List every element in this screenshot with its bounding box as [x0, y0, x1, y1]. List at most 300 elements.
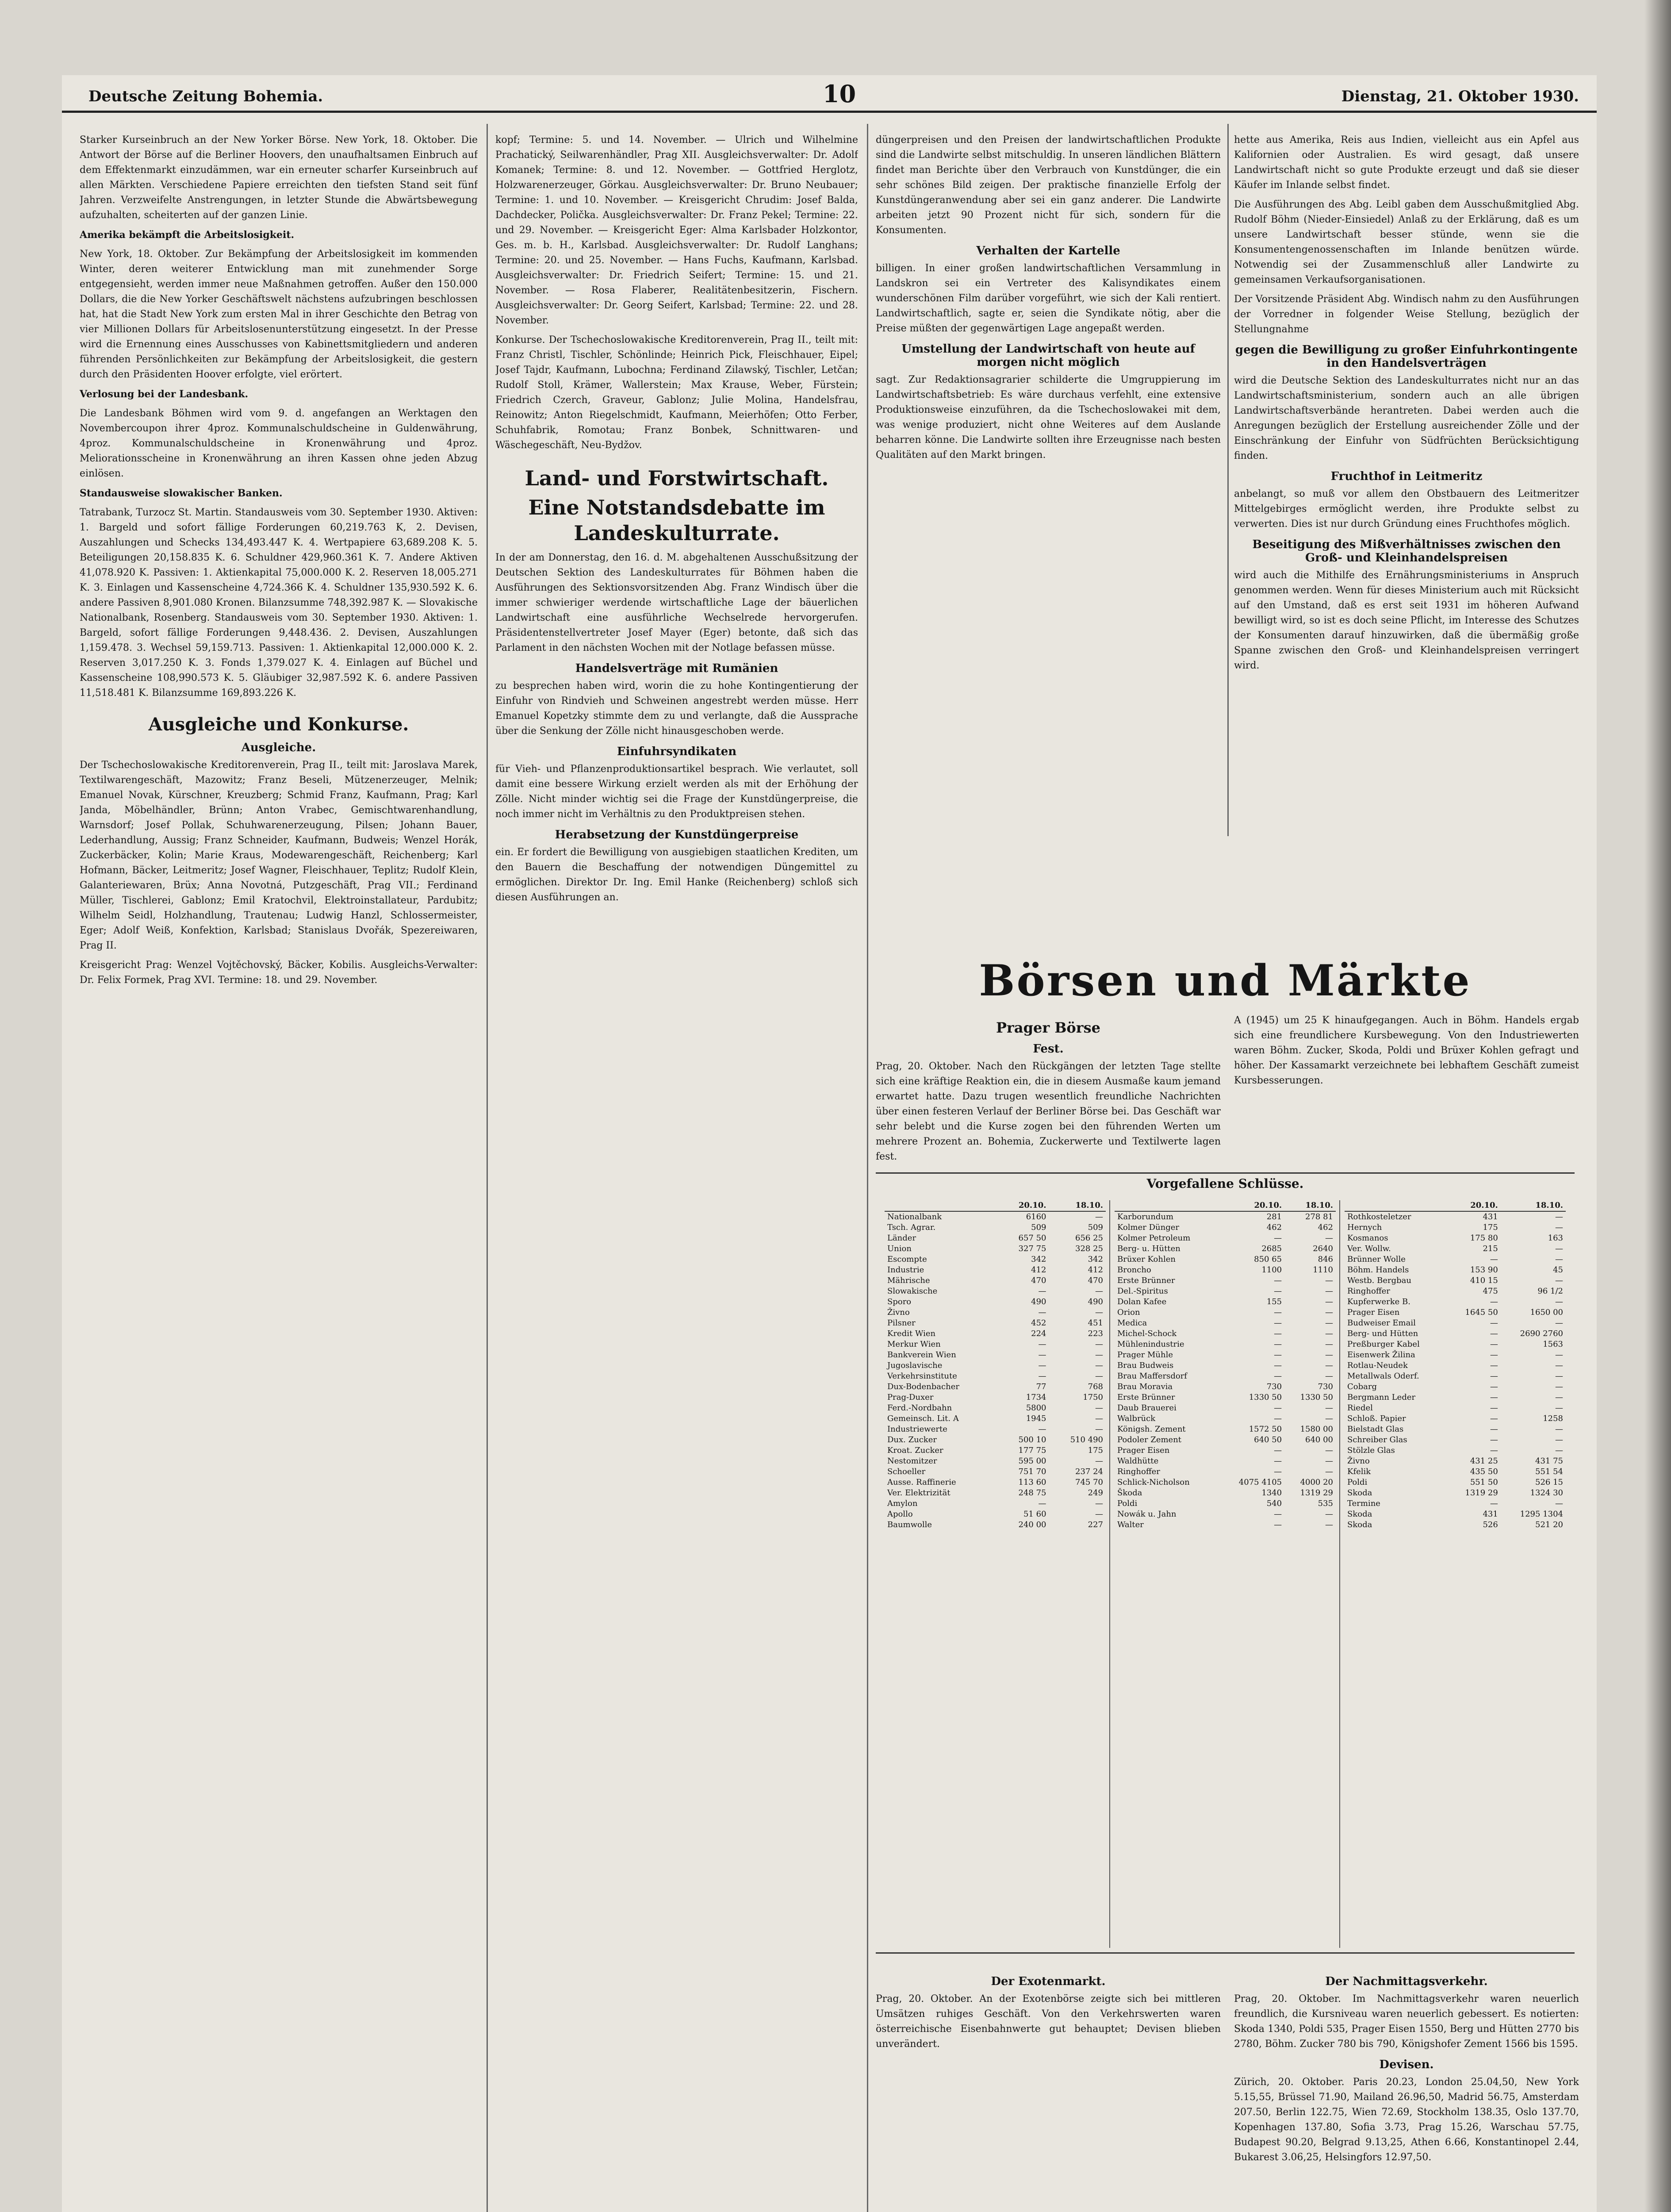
- security-name: Broncho: [1117, 1265, 1151, 1275]
- quote-row: [1345, 1403, 1566, 1413]
- quote-value: —: [1555, 1371, 1563, 1381]
- security-name: Berg- und Hütten: [1347, 1329, 1418, 1338]
- quote-row: [1345, 1329, 1566, 1339]
- section-title-agriculture: Land- und Forstwirtschaft.: [525, 466, 829, 490]
- quote-value: 540: [1266, 1499, 1282, 1508]
- quote-value: 412: [1031, 1265, 1046, 1275]
- quote-value: —: [1325, 1520, 1333, 1529]
- quote-row: [1345, 1520, 1566, 1530]
- quote-row: [1115, 1520, 1336, 1530]
- quote-row: [1345, 1222, 1566, 1233]
- quote-value: —: [1325, 1456, 1333, 1466]
- quote-value: —: [1325, 1414, 1333, 1423]
- quote-value: —: [1038, 1499, 1046, 1508]
- quote-value: —: [1555, 1393, 1563, 1402]
- quote-row: [885, 1520, 1106, 1530]
- quote-value: —: [1274, 1371, 1282, 1381]
- security-name: Skoda: [1347, 1520, 1372, 1529]
- security-name: Nowák u. Jahn: [1117, 1509, 1177, 1519]
- article-bankruptcies: Konkurse. Der Tschechoslowakische Kreditorenverein, Prag II., teilt mit: Franz Christl, Tischler, Schönlinde; Heinrich Pick, Fleischhauer, Eipel; Josef Tajdr, Kaufmann, Lubochna; Ferdinand Zilawský, Tischler, Letčan; Rudolf Stoll, Krämer, Wallerstein; Max Krause, Weber, Fürstein; Friedrich Czerch, Graveur, Gablonz; Julie Molina, Handelsfrau, Reinowitz; Anton Riegelschmidt, Kaufmann, Meierhöfen; Otto Ferber, Schuhfabrik, Romotau; Franz Bonbek, Schnittwaren- und Wäschegeschäft, Neu-Bydžov.: [495, 334, 858, 451]
- security-name: Westb. Bergbau: [1347, 1276, 1411, 1285]
- quote-value: 640 00: [1305, 1435, 1333, 1444]
- quote-value: —: [1274, 1467, 1282, 1476]
- quote-row: [1345, 1318, 1566, 1329]
- quote-row: [1115, 1403, 1336, 1413]
- security-name: Slowakische: [887, 1286, 938, 1296]
- quote-row: [1345, 1254, 1566, 1265]
- subhead-firm: Fest.: [1033, 1042, 1064, 1056]
- security-name: Kupferwerke B.: [1347, 1297, 1410, 1306]
- quote-value: 431 75: [1535, 1456, 1563, 1466]
- quote-value: 1258: [1543, 1414, 1563, 1423]
- security-name: Walter: [1117, 1520, 1144, 1529]
- table-divider: [1339, 1200, 1340, 1948]
- security-name: Erste Brünner: [1117, 1276, 1175, 1285]
- quote-value: —: [1555, 1297, 1563, 1306]
- quote-value: —: [1038, 1361, 1046, 1370]
- quote-value: —: [1095, 1425, 1103, 1434]
- quote-row: [1345, 1435, 1566, 1445]
- quote-row: [1345, 1244, 1566, 1254]
- column-rule: [1227, 124, 1229, 836]
- article-afternoon: Prag, 20. Oktober. Im Nachmittagsverkehr waren neuerlich freundlich, die Kursniveau waren neuerlich gebessert. Es notierten: Skoda 1340, Poldi 535, Prager Eisen 1550, Berg und Hütten 2770 bis 2780, Böhm. Zucker 780 bis 790, Königshofer Zement 1566 bis 1595.: [1234, 1993, 1579, 2050]
- quote-value: —: [1325, 1329, 1333, 1338]
- security-name: Stölzle Glas: [1347, 1446, 1395, 1455]
- security-name: Böhm. Handels: [1347, 1265, 1409, 1275]
- quote-value: —: [1325, 1340, 1333, 1349]
- subhead-prague-exchange: Prager Börse: [996, 1019, 1100, 1036]
- quote-value: 521 20: [1535, 1520, 1563, 1529]
- quote-row: [1345, 1498, 1566, 1509]
- quote-value: 462: [1266, 1223, 1282, 1232]
- quote-value: 1330 50: [1300, 1393, 1333, 1402]
- quote-row: [1115, 1318, 1336, 1329]
- quote-row: [1345, 1424, 1566, 1435]
- column-1: [80, 133, 478, 2212]
- quote-value: 410 15: [1470, 1276, 1498, 1285]
- column-3: [876, 133, 1221, 836]
- security-name: Brünner Wolle: [1347, 1255, 1406, 1264]
- quote-row: [1115, 1339, 1336, 1350]
- subsection-settlements: Ausgleiche.: [241, 741, 316, 754]
- quote-row: [885, 1509, 1106, 1520]
- quote-value: 470: [1088, 1276, 1103, 1285]
- quote-row: [1115, 1329, 1336, 1339]
- quotes-table-c: [1345, 1200, 1566, 1530]
- date-header: 20.10.: [1220, 1200, 1285, 1211]
- security-name: Länder: [887, 1233, 916, 1243]
- article-windisch: Der Vorsitzende Präsident Abg. Windisch nahm zu den Ausführungen der Vorredner in folgender Weise Stellung, bezüglich der Stellungnahme: [1234, 294, 1579, 335]
- quote-row: [1345, 1456, 1566, 1467]
- quote-row: [1345, 1371, 1566, 1382]
- quote-row: [1345, 1382, 1566, 1392]
- quote-value: —: [1555, 1499, 1563, 1508]
- quote-value: —: [1095, 1456, 1103, 1466]
- quote-value: —: [1038, 1340, 1046, 1349]
- quote-value: 490: [1031, 1297, 1046, 1306]
- prague-exchange-intro: [876, 1013, 1221, 1164]
- quote-value: 223: [1088, 1329, 1103, 1338]
- masthead-title: Deutsche Zeitung Bohemia.: [88, 88, 323, 105]
- quote-row: [885, 1424, 1106, 1435]
- quote-value: —: [1038, 1350, 1046, 1359]
- quote-row: [885, 1498, 1106, 1509]
- quote-value: 113 60: [1018, 1478, 1046, 1487]
- security-name: Mühlenindustrie: [1117, 1340, 1184, 1349]
- quote-row: [885, 1477, 1106, 1488]
- security-name: Ver. Elektrizität: [887, 1488, 950, 1498]
- security-name: Ver. Wollw.: [1347, 1244, 1391, 1253]
- quote-value: 1324 30: [1530, 1488, 1563, 1498]
- date-header: 20.10.: [1000, 1200, 1049, 1211]
- quote-value: 1563: [1543, 1340, 1563, 1349]
- quote-value: 509: [1031, 1223, 1046, 1232]
- subhead-import-syndicates: Einfuhrsyndikaten: [617, 745, 737, 758]
- quote-value: 1580 00: [1300, 1425, 1333, 1434]
- security-name: Del.-Spiritus: [1117, 1286, 1168, 1296]
- quote-value: —: [1490, 1297, 1498, 1306]
- security-name: Walbrück: [1117, 1414, 1156, 1423]
- quote-value: —: [1490, 1414, 1498, 1423]
- security-name: Industrie: [887, 1265, 924, 1275]
- quote-value: 850 65: [1254, 1255, 1282, 1264]
- security-name: Termine: [1347, 1499, 1380, 1508]
- quote-row: [1345, 1286, 1566, 1297]
- column-4: [1234, 133, 1579, 836]
- quote-value: —: [1038, 1425, 1046, 1434]
- quote-row: [885, 1413, 1106, 1424]
- security-name: Gemeinsch. Lit. A: [887, 1414, 959, 1423]
- quote-value: 249: [1088, 1488, 1103, 1498]
- quote-value: —: [1095, 1509, 1103, 1519]
- security-name: Jugoslavische: [887, 1361, 943, 1370]
- security-name: Bielstadt Glas: [1347, 1425, 1404, 1434]
- quote-value: —: [1555, 1223, 1563, 1232]
- quote-row: [1115, 1392, 1336, 1403]
- security-name: Kredit Wien: [887, 1329, 936, 1338]
- security-name: Ferd.-Nordbahn: [887, 1403, 952, 1413]
- quote-value: 656 25: [1075, 1233, 1103, 1243]
- subhead-currencies: Devisen.: [1379, 2058, 1434, 2071]
- article-exotic-market: Prag, 20. Oktober. An der Exotenbörse zeigte sich bei mittleren Umsätzen ruhiges Geschäft. Von den Verkehrswerten waren österreichische Eisenbahnwerte gut behauptet; Devisen blieben unverändert.: [876, 1993, 1221, 2050]
- security-name: Schlick-Nicholson: [1117, 1478, 1190, 1487]
- quote-value: 1110: [1313, 1265, 1333, 1275]
- quote-value: —: [1274, 1509, 1282, 1519]
- quote-value: —: [1038, 1286, 1046, 1296]
- quote-row: [885, 1403, 1106, 1413]
- quote-value: 431: [1483, 1509, 1498, 1519]
- column-2: [495, 133, 858, 2212]
- quote-row: [1345, 1488, 1566, 1498]
- quote-value: —: [1555, 1425, 1563, 1434]
- quote-row: [885, 1265, 1106, 1275]
- quote-row: [885, 1286, 1106, 1297]
- quote-value: —: [1095, 1499, 1103, 1508]
- security-name: Rothkosteletzer: [1347, 1212, 1411, 1221]
- quote-value: 227: [1088, 1520, 1103, 1529]
- quote-value: —: [1325, 1361, 1333, 1370]
- quote-row: [1345, 1233, 1566, 1244]
- quote-row: [1115, 1509, 1336, 1520]
- security-name: Michel-Schock: [1117, 1329, 1177, 1338]
- quote-value: —: [1274, 1403, 1282, 1413]
- quote-row: [1345, 1413, 1566, 1424]
- quote-value: 175: [1483, 1223, 1498, 1232]
- quote-value: —: [1325, 1371, 1333, 1381]
- security-name: Schoeller: [887, 1467, 926, 1476]
- quote-row: [1345, 1467, 1566, 1477]
- quote-value: 1319 29: [1465, 1488, 1498, 1498]
- quote-row: [1345, 1275, 1566, 1286]
- quote-row: [1115, 1488, 1336, 1498]
- headline-emergency-debate: Eine Notstandsdebatte im Landeskulturrate.: [528, 495, 825, 545]
- quote-value: —: [1555, 1403, 1563, 1413]
- quote-value: —: [1274, 1456, 1282, 1466]
- quote-value: 281: [1266, 1212, 1282, 1221]
- security-name: Schloß. Papier: [1347, 1414, 1406, 1423]
- subhead-fruit-hall: Fruchthof in Leitmeritz: [1330, 470, 1483, 483]
- quote-value: 163: [1548, 1233, 1563, 1243]
- quote-value: —: [1490, 1350, 1498, 1359]
- quote-value: —: [1555, 1350, 1563, 1359]
- security-name: Medica: [1117, 1318, 1147, 1328]
- quote-value: 452: [1031, 1318, 1046, 1328]
- quote-value: 595 00: [1018, 1456, 1046, 1466]
- quote-row: [885, 1371, 1106, 1382]
- quote-value: —: [1325, 1467, 1333, 1476]
- article-fertilizer-prices: ein. Er fordert die Bewilligung von ausgiebigen staatlichen Krediten, um den Bauern die Beschaffung der notwendigen Düngemittel zu ermöglichen. Direktor Dr. Ing. Emil Hanke (Reichenberg) schloß sich diesen Ausführungen an.: [495, 847, 858, 903]
- date-header: 18.10.: [1049, 1200, 1106, 1211]
- quote-row: [885, 1456, 1106, 1467]
- security-name: Kolmer Dünger: [1117, 1223, 1180, 1232]
- quote-value: 768: [1088, 1382, 1103, 1391]
- security-name: Merkur Wien: [887, 1340, 941, 1349]
- quote-row: [1115, 1350, 1336, 1360]
- quote-value: —: [1325, 1308, 1333, 1317]
- quote-value: 175: [1088, 1446, 1103, 1455]
- quote-row: [1115, 1297, 1336, 1307]
- quote-value: —: [1325, 1509, 1333, 1519]
- quote-value: —: [1274, 1329, 1282, 1338]
- quote-row: [885, 1275, 1106, 1286]
- quote-value: 1319 29: [1300, 1488, 1333, 1498]
- article-trade-treaties: zu besprechen haben wird, worin die zu hohe Kontingentierung der Einfuhr von Rindvieh und Schweinen angestrebt werden müsse. Herr Emanuel Kopetzky stimmte dem zu und verlangte, daß die Aussprache über die Senkung der Zölle nicht hinausgeschoben werde.: [495, 680, 858, 737]
- quote-value: 1645 50: [1465, 1308, 1498, 1317]
- quote-value: —: [1490, 1435, 1498, 1444]
- quote-value: —: [1274, 1340, 1282, 1349]
- quote-row: [885, 1297, 1106, 1307]
- quote-value: —: [1325, 1297, 1333, 1306]
- quote-row: [1115, 1233, 1336, 1244]
- subhead-trade-treaties: Handelsverträge mit Rumänien: [575, 662, 778, 675]
- quote-value: 51 60: [1023, 1509, 1046, 1519]
- article-landesbank: Die Landesbank Böhmen wird vom 9. d. angefangen an Werktagen den Novembercoupon ihrer 4proz. Kommunalschuldscheine in Guldenwährung, 4proz. Kommunalschuldscheine in Kronenwährung und 4proz. Meliorationsscheine in Kronenwährung an ihren Kassen ohne jeden Abzug einlösen.: [80, 408, 478, 479]
- quote-value: —: [1274, 1414, 1282, 1423]
- quote-value: —: [1490, 1371, 1498, 1381]
- security-name: Ringhoffer: [1347, 1286, 1390, 1296]
- quote-value: 526: [1483, 1520, 1498, 1529]
- quote-row: [885, 1222, 1106, 1233]
- quote-value: —: [1038, 1371, 1046, 1381]
- page-number: 10: [823, 80, 856, 108]
- quote-value: 412: [1088, 1265, 1103, 1275]
- quote-row: [1345, 1392, 1566, 1403]
- security-name: Cobarg: [1347, 1382, 1377, 1391]
- quote-value: 1572 50: [1249, 1425, 1282, 1434]
- quote-value: 224: [1031, 1329, 1046, 1338]
- quote-value: 751 70: [1018, 1467, 1046, 1476]
- quote-value: —: [1325, 1233, 1333, 1243]
- quote-value: 431: [1483, 1212, 1498, 1221]
- security-name: Brau Budweis: [1117, 1361, 1174, 1370]
- quote-value: 4075 4105: [1238, 1478, 1282, 1487]
- quote-row: [885, 1329, 1106, 1339]
- subhead-cartels: Verhalten der Kartelle: [976, 244, 1120, 257]
- security-name: Živno: [1347, 1456, 1370, 1466]
- quote-value: —: [1274, 1308, 1282, 1317]
- column-rule: [867, 124, 868, 2212]
- quote-value: 657 50: [1018, 1233, 1046, 1243]
- article-price-gap: wird auch die Mithilfe des Ernährungsministeriums in Anspruch genommen werden. Wenn für dieses Ministerium auch mit Rücksicht auf den Umstand, daß es erst seit 1931 im höheren Aufwand bewilligt wird, so ist es doch seine Pflicht, im Interesse des Schutzes der Konsumenten darauf hinzuwirken, daß die übermäßig große Spanne zwischen den Groß- und Kleinhandelspreisen verringert wird.: [1234, 570, 1579, 671]
- quote-value: —: [1325, 1350, 1333, 1359]
- article-boehm: Die Ausführungen des Abg. Leibl gaben dem Ausschußmitglied Abg. Rudolf Böhm (Nieder-Einsiedel) Anlaß zu der Erklärung, daß es um unsere Landwirtschaft besser stünde, wenn sie die Konsumentengenossenschaften im Inlande benützen würde. Notwendig sei der Zusammenschluß aller Landwirte zu gemeinsamen Verkaufsorganisationen.: [1234, 199, 1579, 285]
- quote-value: 490: [1088, 1297, 1103, 1306]
- table-divider: [1109, 1200, 1110, 1948]
- section-title-markets: Börsen und Märkte: [979, 956, 1472, 1006]
- security-name: Škoda: [1117, 1488, 1142, 1498]
- quote-value: 551 50: [1470, 1478, 1498, 1487]
- quote-row: [1115, 1382, 1336, 1392]
- quote-row: [1345, 1307, 1566, 1318]
- quote-row: [1345, 1445, 1566, 1456]
- quote-value: —: [1490, 1403, 1498, 1413]
- quote-value: 535: [1318, 1499, 1333, 1508]
- quote-value: 248 75: [1018, 1488, 1046, 1498]
- quote-value: 278 81: [1305, 1212, 1333, 1221]
- quote-row: [885, 1318, 1106, 1329]
- security-name: Ringhoffer: [1117, 1467, 1160, 1476]
- article-debate: In der am Donnerstag, den 16. d. M. abgehaltenen Ausschußsitzung der Deutschen Sektion des Landeskulturrates für Böhmen haben die Ausführungen des Sektionsvorsitzenden Abg. Franz Windisch über die immer schwieriger werdende wirtschaftliche Lage der bäuerlichen Landwirtschaft eine ausführliche Wechselrede hervorgerufen. Präsidentenstellvertreter Josef Mayer (Eger) betonte, daß sich das Parlament in den nächsten Wochen mit der Notlage befassen müsse.: [495, 552, 858, 653]
- quote-value: 177 75: [1018, 1446, 1046, 1455]
- quote-value: —: [1274, 1286, 1282, 1296]
- security-name: Pilsner: [887, 1318, 916, 1328]
- quote-value: —: [1490, 1255, 1498, 1264]
- security-name: Prager Eisen: [1347, 1308, 1400, 1317]
- quote-row: [1115, 1371, 1336, 1382]
- quote-row: [885, 1488, 1106, 1498]
- quotes-table-a: [885, 1200, 1106, 1530]
- security-name: Kosmanos: [1347, 1233, 1388, 1243]
- newspaper-page: [62, 75, 1597, 2212]
- article-contingents: wird die Deutsche Sektion des Landeskulturrates nicht nur an das Landwirtschaftsministerium, sondern auch an alle übrigen Landwirtschaftsverbände herantreten. Dabei werden auch die Anregungen bezüglich der Erstellung ausreichender Zölle und der Einschränkung der Einfuhr von Südfrüchten Berücksichtigung finden.: [1234, 375, 1579, 461]
- quote-row: [885, 1211, 1106, 1222]
- security-name: Sporo: [887, 1297, 912, 1306]
- quote-value: —: [1325, 1286, 1333, 1296]
- quote-row: [1115, 1413, 1336, 1424]
- quote-row: [885, 1254, 1106, 1265]
- security-name: Tsch. Agrar.: [887, 1223, 936, 1232]
- security-name: Erste Brünner: [1117, 1393, 1175, 1402]
- article-settlements: Der Tschechoslowakische Kreditorenverein, Prag II., teilt mit: Jaroslava Marek, Textilwarengeschäft, Mazowitz; Franz Beseli, Mützenerzeuger, Melnik; Emanuel Novak, Kürschner, Kreuzberg; Schmid Franz, Kaufmann, Prag; Karl Janda, Möbelhändler, Brünn; Anton Vrabec, Gemischtwarenhandlung, Warnsdorf; Josef Pollak, Schuhwarenerzeugung, Pilsen; Johann Bauer, Lederhandlung, Aussig; Franz Schneider, Kaufmann, Budweis; Wenzel Horák, Zuckerbäcker, Kolin; Marie Kraus, Modewarengeschäft, Reichenberg; Karl Hofmann, Bäcker, Leitmeritz; Josef Wagner, Fleischhauer, Teplitz; Rudolf Klein, Galanteriewaren, Brüx; Anna Novotná, Putzgeschäft, Prag VII.; Ferdinand Müller, Tischlerei, Gablonz; Emil Kratochvil, Elektroinstallateur, Pardubitz; Wilhelm Seidl, Holzhandlung, Trautenau; Ludwig Hanzl, Schlossermeister, Eger; Adolf Weiß, Konfektion, Karlsbad; Stanislaus Dvořák, Spezereiwaren, Prag II.: [80, 760, 478, 951]
- article-slovak-banks: Tatrabank, Turzocz St. Martin. Standausweis vom 30. September 1930. Aktiven: 1. Bargeld und sofort fällige Forderungen 60,219.763 K, 2. Devisen, Auszahlungen und Schecks 134,493.447 K. 4. Wertpapiere 63,689.208 K. 5. Beteiligungen 20,158.835 K. 6. Schuldner 429,960.361 K. 7. Andere Aktiven 41,078.920 K. Passiven: 1. Aktienkapital 75,000.000 K. 2. Reserven 18,005.271 K. 3. Einlagen und Kassenscheine 4,724.366 K. 4. Schuldner 135,930.592 K. 6. andere Passiven 8,901.080 Kronen. Bilanzsumme 748,392.987 K. — Slovakische Nationalbank, Rosenberg. Standausweis vom 30. September 1930. Aktiven: 1. Bargeld, sofort fällige Forderungen 9,448.436. 2. Devisen, Auszahlungen 1,159.478. 3. Wechsel 59,159.713. Passiven: 1. Aktienkapital 12,000.000 K. 2. Reserven 3,017.250 K. 3. Fonds 1,379.027 K. 4. Einlagen auf Büchel und Kassenscheine 108,990.573 K. 5. Gläubiger 32,987.592 K. 6. andere Passiven 11,518.481 K. Bilanzsumme 169,893.226 K.: [80, 507, 478, 699]
- security-name: Riedel: [1347, 1403, 1373, 1413]
- security-name: Escompte: [887, 1255, 927, 1264]
- quote-value: 4000 20: [1300, 1478, 1333, 1487]
- article-market-cont: A (1945) um 25 K hinaufgegangen. Auch in Böhm. Handels ergab sich eine freundlichere Kursbewegung. Von den Industriewerten waren Böhm. Zucker, Skoda, Poldi und Brüxer Kohlen gefragt und höher. Der Kassamarkt verzeichnete bei lebhaftem Geschäft zumeist Kursbesserungen.: [1234, 1015, 1579, 1086]
- quote-value: —: [1095, 1371, 1103, 1381]
- quote-value: —: [1038, 1308, 1046, 1317]
- quote-row: [1345, 1509, 1566, 1520]
- quote-row: [1115, 1435, 1336, 1445]
- quote-value: 328 25: [1075, 1244, 1103, 1253]
- subhead-price-gap: Beseitigung des Mißverhältnisses zwischen den Groß- und Kleinhandelspreisen: [1252, 538, 1561, 565]
- quote-row: [1345, 1360, 1566, 1371]
- subhead-conversion: Umstellung der Landwirtschaft von heute auf morgen nicht möglich: [901, 342, 1195, 369]
- article-import-syndicates: für Vieh- und Pflanzenproduktionsartikel besprach. Wie verlautet, soll damit eine bessere Wirkung erzielt werden als mit der Erhöhung der Zölle. Nicht minder wichtig sei die Frage der Kunstdüngerpreise, die noch immer nicht im Verhältnis zu den Produktpreisen stehen.: [495, 764, 858, 820]
- quote-row: [885, 1339, 1106, 1350]
- quote-row: [885, 1350, 1106, 1360]
- security-name: Apollo: [887, 1509, 913, 1519]
- security-name: Prag-Duxer: [887, 1393, 934, 1402]
- quote-value: 237 24: [1075, 1467, 1103, 1476]
- column-3-lower: [876, 1969, 1221, 2212]
- quote-row: [1115, 1498, 1336, 1509]
- security-name: Kroat. Zucker: [887, 1446, 943, 1455]
- quote-value: —: [1555, 1382, 1563, 1391]
- page-edge-shadow: [1644, 0, 1671, 2212]
- quote-value: —: [1095, 1403, 1103, 1413]
- quote-value: —: [1490, 1361, 1498, 1370]
- article-court: Kreisgericht Prag: Wenzel Vojtěchovský, Bäcker, Kobilis. Ausgleichs-Verwalter: Dr. Felix Formek, Prag XVI. Termine: 18. und 29. November.: [80, 960, 478, 986]
- quote-row: [1115, 1254, 1336, 1265]
- quote-row: [885, 1244, 1106, 1254]
- subhead-contingents: gegen die Bewilligung zu großer Einfuhrkontingente in den Handelsverträgen: [1235, 343, 1578, 370]
- quote-row: [1115, 1286, 1336, 1297]
- article-fruit-hall: anbelangt, so muß vor allem den Obstbauern des Leitmeritzer Mittelgebirges ermöglicht werden, ihre Produkte selbst zu verwerten. Dies ist nur durch Gründung eines Fruchthofes möglich.: [1234, 488, 1579, 530]
- security-name: Podoler Zement: [1117, 1435, 1182, 1444]
- quote-value: 1100: [1261, 1265, 1282, 1275]
- subhead-exotic-market: Der Exotenmarkt.: [991, 1975, 1106, 1988]
- security-name: Verkehrsinstitute: [887, 1371, 957, 1381]
- quotes-table-box: [876, 1172, 1575, 1954]
- quote-row: [1345, 1477, 1566, 1488]
- security-name: Waldhütte: [1117, 1456, 1159, 1466]
- quote-row: [885, 1445, 1106, 1456]
- quote-value: 1295 1304: [1520, 1509, 1563, 1519]
- quote-value: 2690 2760: [1520, 1329, 1563, 1338]
- security-name: Union: [887, 1244, 912, 1253]
- quote-value: 435 50: [1470, 1467, 1498, 1476]
- quote-value: —: [1555, 1244, 1563, 1253]
- quote-value: 470: [1031, 1276, 1046, 1285]
- quote-value: —: [1555, 1255, 1563, 1264]
- security-name: Nationalbank: [887, 1212, 942, 1221]
- quote-row: [1345, 1297, 1566, 1307]
- article-conversion: sagt. Zur Redaktionsagrarier schilderte die Umgruppierung im Landwirtschaftsbetrieb: Es wäre durchaus verfehlt, eine extensive Produktionsweise einzuführen, da die Tschechoslowakei mit dem, was wenige produziert, nicht ohne Weiteres auf dem Auslande beharren könne. Die Landwirte sollten ihre Erzeugnisse nach besten Qualitäten auf den Markt bringen.: [876, 374, 1221, 461]
- quote-value: —: [1490, 1393, 1498, 1402]
- quote-value: 240 00: [1018, 1520, 1046, 1529]
- quote-value: 96 1/2: [1537, 1286, 1563, 1296]
- security-name: Baumwolle: [887, 1520, 932, 1529]
- security-name: Brüxer Kohlen: [1117, 1255, 1176, 1264]
- security-name: Königsh. Zement: [1117, 1425, 1186, 1434]
- quote-value: —: [1325, 1318, 1333, 1328]
- quote-value: —: [1490, 1329, 1498, 1338]
- headline-unemployment: Amerika bekämpft die Arbeitslosigkeit.: [80, 229, 295, 241]
- quote-value: —: [1325, 1276, 1333, 1285]
- quote-value: —: [1490, 1382, 1498, 1391]
- quote-value: —: [1095, 1308, 1103, 1317]
